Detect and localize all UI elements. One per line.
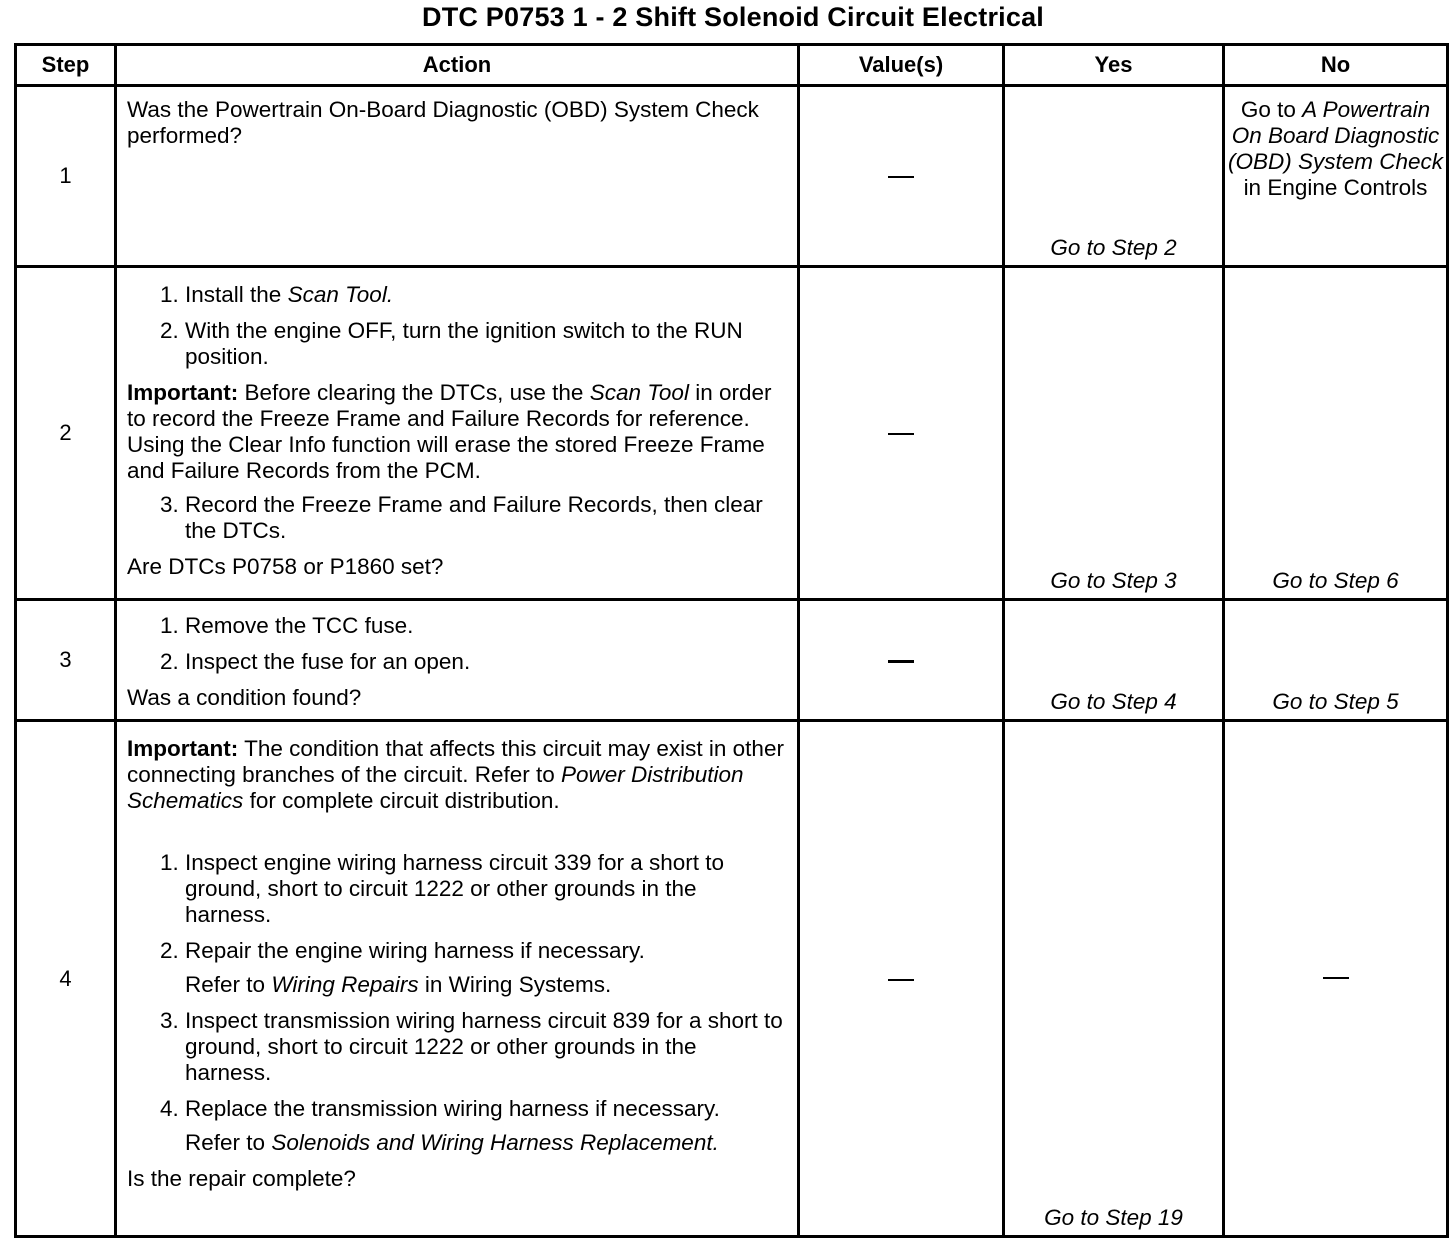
important-note bbox=[127, 736, 789, 814]
action-item-1 bbox=[185, 282, 789, 308]
em-dash bbox=[888, 433, 914, 435]
no-cell: Go to Step 5 bbox=[1224, 600, 1448, 721]
value-cell bbox=[799, 600, 1004, 721]
action-item-4 bbox=[185, 1096, 789, 1156]
important-text: Before clearing the DTCs, use the bbox=[244, 380, 584, 405]
reference-line bbox=[185, 972, 789, 998]
action-cell bbox=[116, 721, 799, 1237]
yes-cell: Go to Step 3 bbox=[1004, 267, 1224, 600]
action-list bbox=[127, 850, 789, 1156]
action-question: Are DTCs P0758 or P1860 set? bbox=[127, 554, 444, 579]
yes-cell: Go to Step 19 bbox=[1004, 721, 1224, 1237]
item-text: Repair the engine wiring harness if necessary. bbox=[185, 938, 645, 963]
action-cell bbox=[116, 86, 799, 267]
reference-line bbox=[185, 1130, 789, 1156]
action-list bbox=[127, 613, 789, 675]
wiring-repairs-link[interactable]: Wiring Repairs bbox=[271, 972, 419, 997]
header-no: No bbox=[1224, 45, 1448, 86]
table-row-step-3 bbox=[16, 600, 1448, 721]
ref-text: Refer to bbox=[185, 972, 266, 997]
solenoids-harness-link[interactable]: Solenoids and Wiring Harness Replacement. bbox=[271, 1130, 719, 1155]
step-number: 2 bbox=[16, 267, 116, 600]
action-list bbox=[127, 282, 789, 370]
action-list bbox=[127, 492, 789, 544]
step-number: 3 bbox=[16, 600, 116, 721]
no-cell bbox=[1224, 721, 1448, 1237]
header-action: Action bbox=[116, 45, 799, 86]
header-step: Step bbox=[16, 45, 116, 86]
action-item-3: 3. Record the Freeze Frame and Failure Records, then clear the DTCs. bbox=[185, 492, 789, 544]
important-text: The condition that affects this circuit may exist in other connecting branches of the circuit. Refer to bbox=[127, 736, 784, 787]
important-note bbox=[127, 380, 789, 484]
ref-text: in Wiring Systems. bbox=[424, 972, 612, 997]
header-row bbox=[16, 45, 1448, 86]
table-row-step-2 bbox=[16, 267, 1448, 600]
diagnostic-table bbox=[14, 43, 1449, 1238]
header-values: Value(s) bbox=[799, 45, 1004, 86]
action-question: Was the Powertrain On-Board Diagnostic (OBD) System Check performed? bbox=[127, 97, 759, 148]
action-cell bbox=[116, 267, 799, 600]
action-item-2 bbox=[185, 938, 789, 998]
value-cell bbox=[799, 721, 1004, 1237]
item-text: Replace the transmission wiring harness if necessary. bbox=[185, 1096, 720, 1121]
action-question: Was a condition found? bbox=[127, 685, 362, 710]
no-cell bbox=[1224, 86, 1448, 267]
important-label: Important: bbox=[127, 736, 239, 761]
action-item-3: 3. Inspect transmission wiring harness circuit 839 for a short to ground, short to circuit 1222 or other grounds in the harness. bbox=[185, 1008, 789, 1086]
table-row-step-1 bbox=[16, 86, 1448, 267]
em-dash bbox=[888, 979, 914, 981]
scan-tool-link[interactable]: Scan Tool bbox=[589, 380, 689, 405]
no-suffix: in Engine Controls bbox=[1243, 175, 1428, 200]
no-link-obd-check[interactable]: A Powertrain On Board Diagnostic (OBD) System Check bbox=[1227, 97, 1444, 174]
ref-text: Refer to bbox=[185, 1130, 266, 1155]
important-text: in order to record the Freeze Frame and Failure Records for reference. Using the Clear Info function will erase the stored Freeze Frame and Failure Records from the PCM. bbox=[127, 380, 772, 483]
no-cell: Go to Step 6 bbox=[1224, 267, 1448, 600]
action-item-1: 1. Remove the TCC fuse. bbox=[185, 613, 789, 639]
action-item-1: 1. Inspect engine wiring harness circuit 339 for a short to ground, short to circuit 1222 or other grounds in the harness. bbox=[185, 850, 789, 928]
yes-cell: Go to Step 4 bbox=[1004, 600, 1224, 721]
scan-tool-link[interactable]: Scan Tool. bbox=[287, 282, 394, 307]
step-number: 1 bbox=[16, 86, 116, 267]
yes-cell: Go to Step 2 bbox=[1004, 86, 1224, 267]
step-number: 4 bbox=[16, 721, 116, 1237]
action-item-2: 2. Inspect the fuse for an open. bbox=[185, 649, 789, 675]
no-prefix: Go to bbox=[1240, 97, 1296, 122]
em-dash bbox=[1323, 977, 1349, 979]
action-item-2: 2. With the engine OFF, turn the ignition switch to the RUN position. bbox=[185, 318, 789, 370]
power-distribution-link[interactable]: Power Distribution Schematics bbox=[127, 762, 744, 813]
item-text: Install the bbox=[185, 282, 282, 307]
action-cell bbox=[116, 600, 799, 721]
em-dash bbox=[888, 660, 914, 663]
value-cell bbox=[799, 267, 1004, 600]
important-text: for complete circuit distribution. bbox=[249, 788, 560, 813]
important-label: Important: bbox=[127, 380, 239, 405]
header-yes: Yes bbox=[1004, 45, 1224, 86]
em-dash bbox=[888, 176, 914, 178]
value-cell bbox=[799, 86, 1004, 267]
action-question: Is the repair complete? bbox=[127, 1166, 356, 1191]
table-row-step-4 bbox=[16, 721, 1448, 1237]
page-title: DTC P0753 1 - 2 Shift Solenoid Circuit Electrical bbox=[422, 2, 1044, 32]
